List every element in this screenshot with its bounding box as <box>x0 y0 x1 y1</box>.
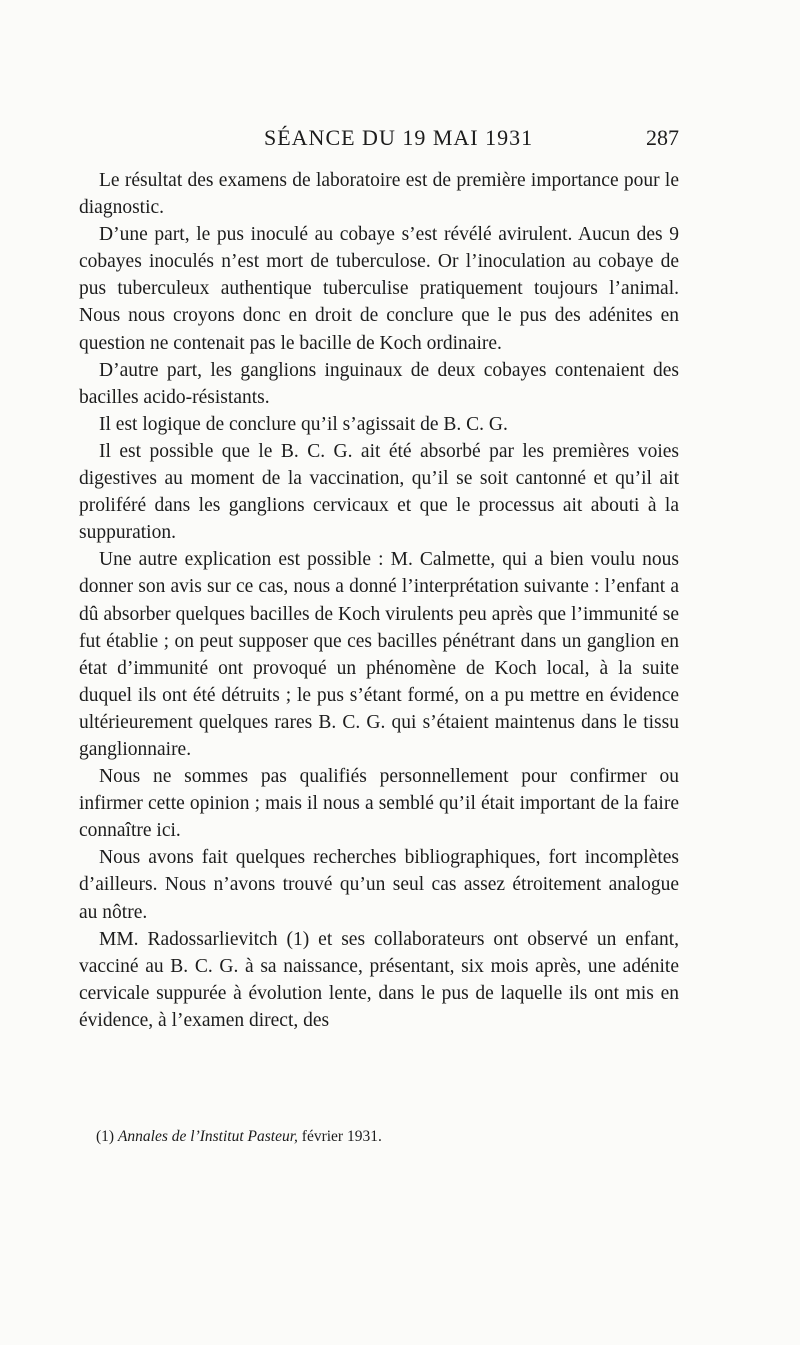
paragraph: D’autre part, les ganglions inguinaux de deux cobayes contenaient des bacilles acido-résistants. <box>79 359 679 408</box>
footnote-marker: (1) <box>96 1128 115 1145</box>
page-header <box>79 125 679 159</box>
body-text <box>79 167 679 1034</box>
paragraph: Nous ne sommes pas qualifiés personnellement pour confirmer ou infirmer cette opinion ; mais il nous a semblé qu’il était important de la faire connaître ici. <box>79 766 679 842</box>
paragraph: Il est logique de conclure qu’il s’agissait de B. C. G. <box>99 413 508 435</box>
footnote-journal: Annales de l’Institut Pasteur, <box>117 1128 298 1145</box>
paragraph: MM. Radossarlievitch (1) et ses collaborateurs ont observé un enfant, vacciné au B. C. G. à sa naissance, présentant, six mois après, une adénite cervicale suppurée à évolution lente, dans le pus de laquelle ils ont mis en évidence, à l’examen direct, des <box>79 928 679 1031</box>
paragraph: Il est possible que le B. C. G. ait été absorbé par les premières voies digestives au moment de la vaccination, qu’il se soit cantonné et qu’il ait proliféré dans les ganglions cervicaux et que le processus ait abouti à la suppuration. <box>79 440 679 544</box>
paragraph: Une autre explication est possible : M. Calmette, qui a bien voulu nous donner son avis sur ce cas, nous a donné l’interprétation suivante : l’enfant a dû absorber quelques bacilles de Koch virulents peu après que l’immunité se fut établie ; on peut supposer que ces bacilles pénétrant dans un ganglion en état d’immunité ont provoqué un phénomène de Koch local, à la suite duquel ils ont été détruits ; le pus s’étant formé, on a pu mettre en évidence ultérieurement quelques rares B. C. G. qui s’étaient maintenus dans le tissu ganglionnaire. <box>79 549 679 760</box>
paragraph: Le résultat des examens de laboratoire est de première importance pour le diagnostic. <box>79 170 679 219</box>
paragraph: D’une part, le pus inoculé au cobaye s’est révélé avirulent. Aucun des 9 cobayes inoculés n’est mort de tuberculose. Or l’inoculation au cobaye de pus tuberculeux authentique tuberculise pratiquement toujours l’animal. Nous nous croyons donc en droit de conclure que le pus des adénites en question ne contenait pas le bacille de Koch ordinaire. <box>79 224 679 354</box>
page-number: 287 <box>646 125 679 150</box>
running-head: SÉANCE DU 19 MAI 1931 <box>264 125 534 150</box>
footnote <box>96 1127 679 1147</box>
footnote-date: février 1931. <box>301 1128 382 1145</box>
paragraph: Nous avons fait quelques recherches bibliographiques, fort incomplètes d’ailleurs. Nous n’avons trouvé qu’un seul cas assez étroitement analogue au nôtre. <box>79 847 679 923</box>
